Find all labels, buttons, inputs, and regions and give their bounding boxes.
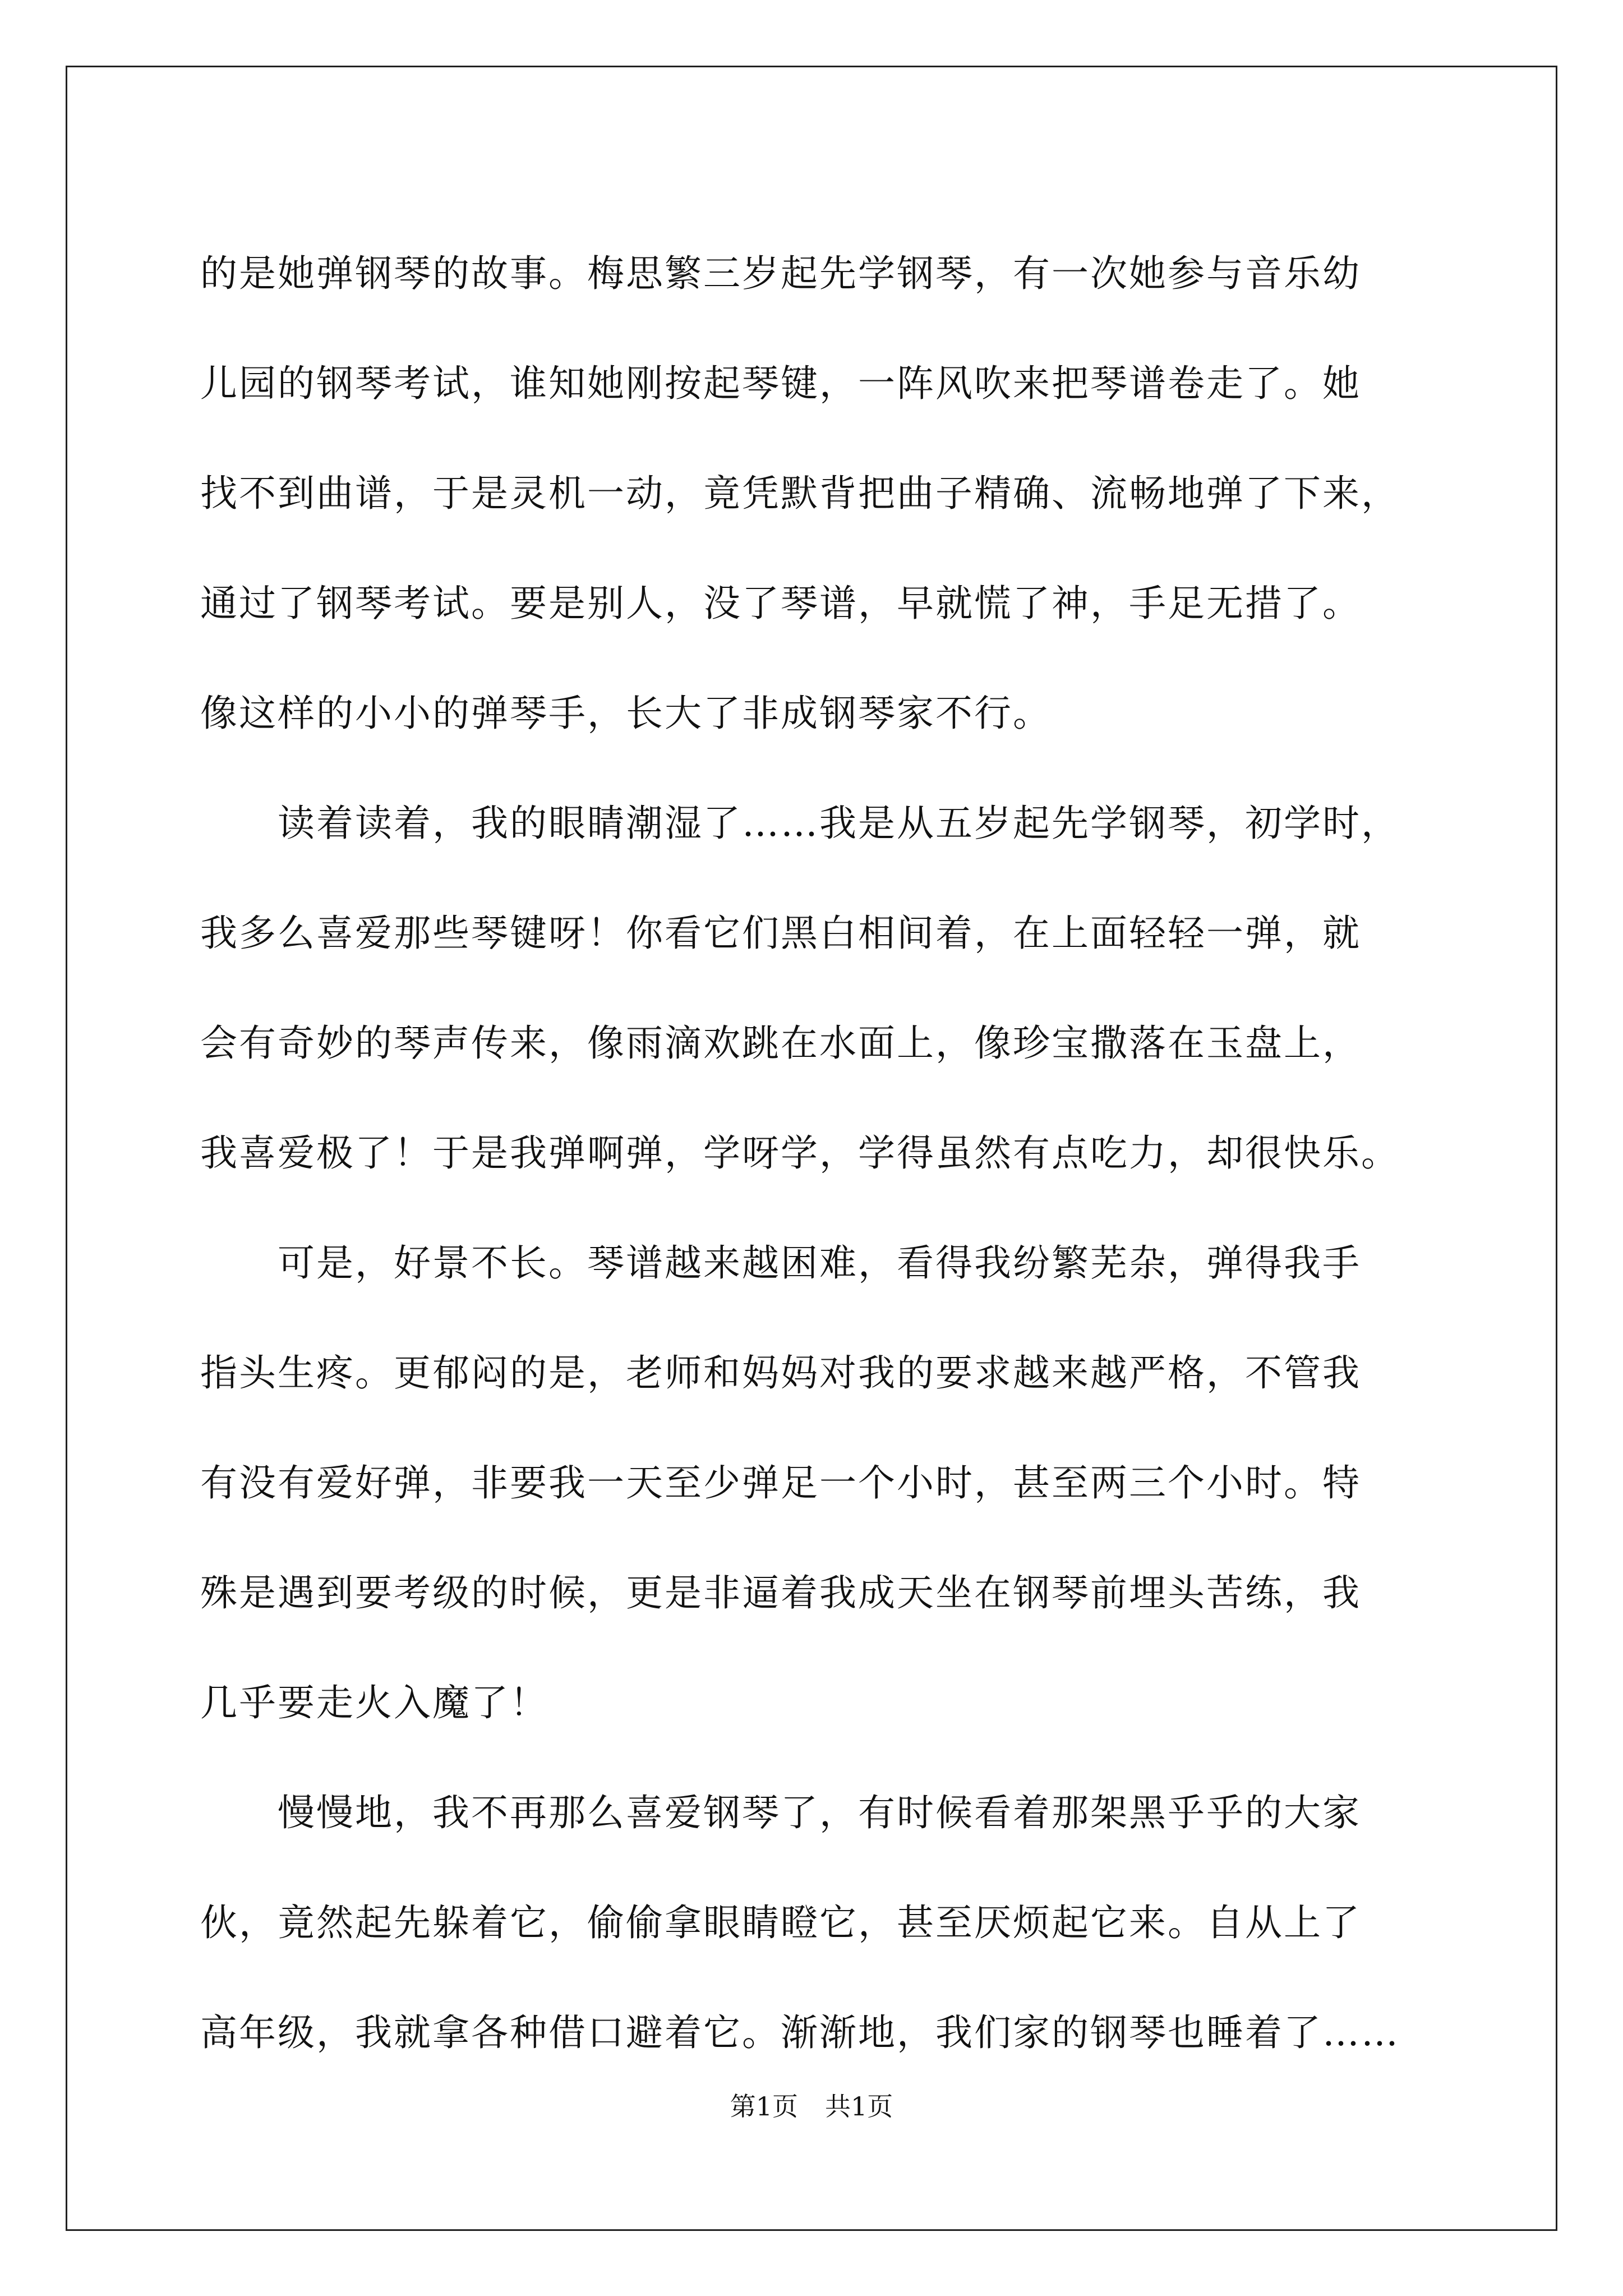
page-footer xyxy=(0,2090,1623,2123)
text-line: 高年级，我就拿各种借口避着它。渐渐地，我们家的钢琴也睡着了…… xyxy=(200,2011,1400,2054)
text-line: 我喜爱极了！于是我弹啊弹，学呀学，学得虽然有点吃力，却很快乐。 xyxy=(200,1131,1400,1175)
text-line: 可是，好景不长。琴谱越来越困难，看得我纷繁芜杂，弹得我手 xyxy=(200,1241,1361,1285)
text-line: 慢慢地，我不再那么喜爱钢琴了，有时候看着那架黑乎乎的大家 xyxy=(200,1791,1361,1834)
text-line: 殊是遇到要考级的时候，更是非逼着我成天坐在钢琴前埋头苦练，我 xyxy=(200,1571,1361,1614)
page-total: 共1页 xyxy=(825,2091,893,2122)
page-number: 第1页 xyxy=(730,2091,798,2122)
text-line: 我多么喜爱那些琴键呀！你看它们黑白相间着，在上面轻轻一弹，就 xyxy=(200,912,1361,955)
text-line: 儿园的钢琴考试，谁知她刚按起琴键，一阵风吹来把琴谱卷走了。她 xyxy=(200,362,1361,405)
text-line: 指头生疼。更郁闷的是，老师和妈妈对我的要求越来越严格，不管我 xyxy=(200,1351,1361,1395)
text-line: 伙，竟然起先躲着它，偷偷拿眼睛瞪它，甚至厌烦起它来。自从上了 xyxy=(200,1901,1361,1944)
text-line: 找不到曲谱，于是灵机一动，竟凭默背把曲子精确、流畅地弹了下来， xyxy=(200,472,1400,515)
text-line: 读着读着，我的眼睛潮湿了……我是从五岁起先学钢琴，初学时， xyxy=(200,802,1400,845)
text-line: 有没有爱好弹，非要我一天至少弹足一个小时，甚至两三个小时。特 xyxy=(200,1461,1361,1504)
text-line: 几乎要走火入魔了！ xyxy=(200,1681,548,1724)
text-line: 通过了钢琴考试。要是别人，没了琴谱，早就慌了神，手足无措了。 xyxy=(200,582,1361,625)
text-line: 像这样的小小的弹琴手，长大了非成钢琴家不行。 xyxy=(200,692,1052,735)
document-body xyxy=(200,219,1456,2088)
text-line: 的是她弹钢琴的故事。梅思繁三岁起先学钢琴，有一次她参与音乐幼 xyxy=(200,252,1361,295)
text-line: 会有奇妙的琴声传来，像雨滴欢跳在水面上，像珍宝撒落在玉盘上， xyxy=(200,1022,1361,1065)
